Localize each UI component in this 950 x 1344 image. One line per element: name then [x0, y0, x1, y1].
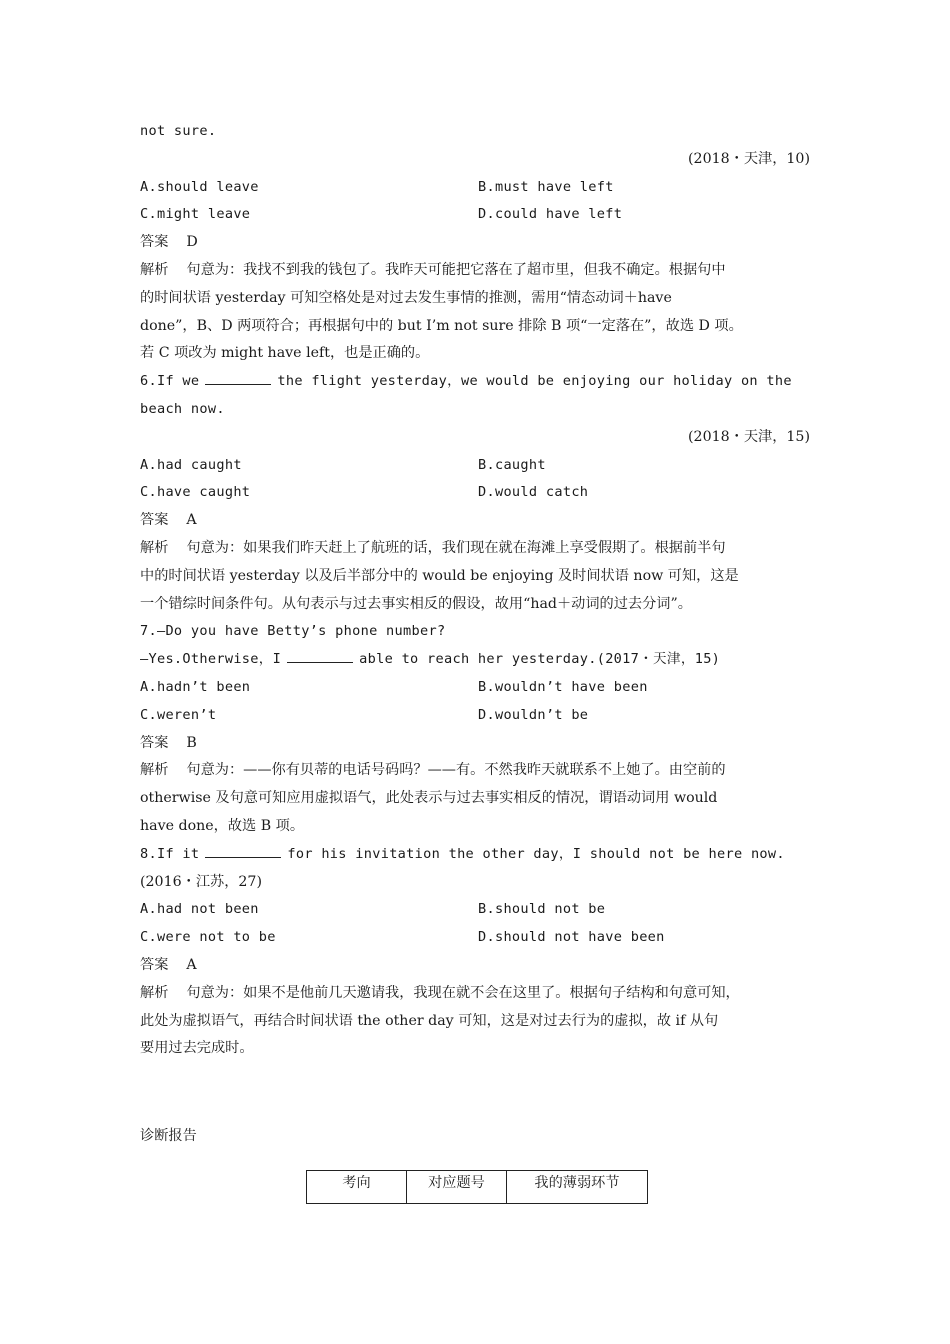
q5-stem-tail: not sure. [140, 123, 217, 139]
q8-option-a: A.had not been [140, 901, 259, 918]
q7-options-row1 [140, 674, 810, 702]
answer-value: A [186, 956, 197, 973]
q6-option-d: D.would catch [478, 484, 589, 501]
q6-answer [140, 507, 810, 535]
q7-stem-line1: 7.—Do you have Betty’s phone number? [140, 623, 446, 640]
q8-options-row1 [140, 896, 810, 924]
analysis-text: 句意为：我找不到我的钱包了。我昨天可能把它落在了超市里，但我不确定。根据句中 [186, 261, 726, 278]
q6-stem-line2: beach now. [140, 400, 225, 417]
q7-option-b: B.wouldn’t have been [478, 678, 648, 695]
q8-answer [140, 952, 810, 980]
q5-option-c: C.might leave [140, 206, 251, 223]
q5-option-b: B.must have left [478, 178, 614, 195]
q5-analysis-line-2: 的时间状语 yesterday 可知空格处是对过去发生事情的推测，需用“情态动词＋have [140, 289, 672, 306]
q6-analysis-line-2: 中的时间状语 yesterday 以及后半部分中的 would be enjoying 及时间状语 now 可知，这是 [140, 567, 739, 584]
header-direction: 考向 [307, 1171, 407, 1204]
q7-options-row2 [140, 702, 810, 730]
q5-analysis-line-1 [140, 257, 810, 285]
answer-label: 答案 [140, 512, 169, 529]
q6-analysis-line-1 [140, 535, 810, 563]
q6-stem-end: the flight yesterday，we would be enjoying our holiday on the [277, 373, 792, 390]
diagnosis-report-table [306, 1170, 648, 1204]
q8-option-d: D.should not have been [478, 929, 665, 946]
table-header-row [307, 1171, 648, 1204]
q7-analysis-line-2: otherwise 及句意可知应用虚拟语气，此处表示与过去事实相反的情况，谓语动词用 would [140, 790, 718, 807]
q8-analysis-line-2: 此处为虚拟语气，再结合时间状语 the other day 可知，这是对过去行为的虚拟，故 if 从句 [140, 1012, 719, 1029]
answer-label: 答案 [140, 234, 169, 251]
q6-stem-start: 6.If we [140, 373, 200, 390]
document-body [140, 118, 810, 1151]
spacer [140, 1063, 810, 1123]
q7-option-d: D.wouldn’t be [478, 706, 589, 723]
q7-answer [140, 730, 810, 758]
q5-options-row2 [140, 201, 810, 229]
q8-stem-end: for his invitation the other day，I should not be here now. [287, 845, 785, 862]
q6-option-b: B.caught [478, 456, 546, 473]
analysis-text: 句意为：如果不是他前几天邀请我，我现在就不会在这里了。根据句子结构和句意可知， [186, 984, 740, 1001]
q6-option-a: A.had caught [140, 456, 242, 473]
q5-option-d: D.could have left [478, 206, 623, 223]
q8-source: (2016・江苏，27) [140, 873, 262, 890]
answer-value: D [186, 234, 198, 251]
analysis-label: 解析 [140, 984, 169, 1001]
header-question-numbers: 对应题号 [407, 1171, 507, 1204]
q5-option-a: A.should leave [140, 178, 259, 195]
q8-analysis-line-3: 要用过去完成时。 [140, 1040, 254, 1057]
q8-stem-line1 [140, 841, 810, 869]
q7-option-a: A.hadn’t been [140, 678, 251, 695]
report-title: 诊断报告 [140, 1128, 197, 1145]
analysis-label: 解析 [140, 762, 169, 779]
q5-analysis-line-3: done”，B、D 两项符合；再根据句中的 but I’m not sure 排除 B 项“一定落在”，故选 D 项。 [140, 317, 743, 334]
q5-answer [140, 229, 810, 257]
analysis-text: 句意为：——你有贝蒂的电话号码吗？——有。不然我昨天就联系不上她了。由空前的 [186, 762, 726, 779]
answer-label: 答案 [140, 734, 169, 751]
answer-label: 答案 [140, 956, 169, 973]
answer-value: A [186, 512, 197, 529]
q6-options-row1 [140, 452, 810, 480]
q7-stem-start: —Yes.Otherwise，I [140, 651, 282, 668]
answer-value: B [186, 734, 197, 751]
q5-analysis-line-4: 若 C 项改为 might have left，也是正确的。 [140, 345, 430, 362]
q5-source: (2018・天津，10) [688, 150, 810, 167]
q7-option-c: C.weren’t [140, 706, 217, 723]
q7-analysis-line-1 [140, 757, 810, 785]
q5-options-row1 [140, 174, 810, 202]
q7-stem-end: able to reach her yesterday.(2017・天津，15) [359, 651, 721, 668]
q6-analysis-line-3: 一个错综时间条件句。从句表示与过去事实相反的假设，故用“had＋动词的过去分词”。 [140, 595, 692, 612]
q7-analysis-line-3: have done，故选 B 项。 [140, 817, 305, 834]
q8-options-row2 [140, 924, 810, 952]
q6-options-row2 [140, 479, 810, 507]
q8-analysis-line-1 [140, 980, 810, 1008]
q6-source: (2018・天津，15) [688, 428, 810, 445]
q8-stem-start: 8.If it [140, 845, 200, 862]
analysis-label: 解析 [140, 539, 169, 556]
analysis-text: 句意为：如果我们昨天赶上了航班的话，我们现在就在海滩上享受假期了。根据前半句 [186, 539, 726, 556]
q6-option-c: C.have caught [140, 484, 251, 501]
analysis-label: 解析 [140, 261, 169, 278]
q6-blank [205, 370, 271, 385]
q7-blank [287, 648, 353, 663]
q8-option-b: B.should not be [478, 901, 606, 918]
q8-blank [205, 843, 281, 858]
q8-option-c: C.were not to be [140, 929, 276, 946]
header-weak-points: 我的薄弱环节 [507, 1171, 648, 1204]
q6-stem-line1 [140, 368, 810, 396]
q7-stem-line2 [140, 646, 810, 674]
